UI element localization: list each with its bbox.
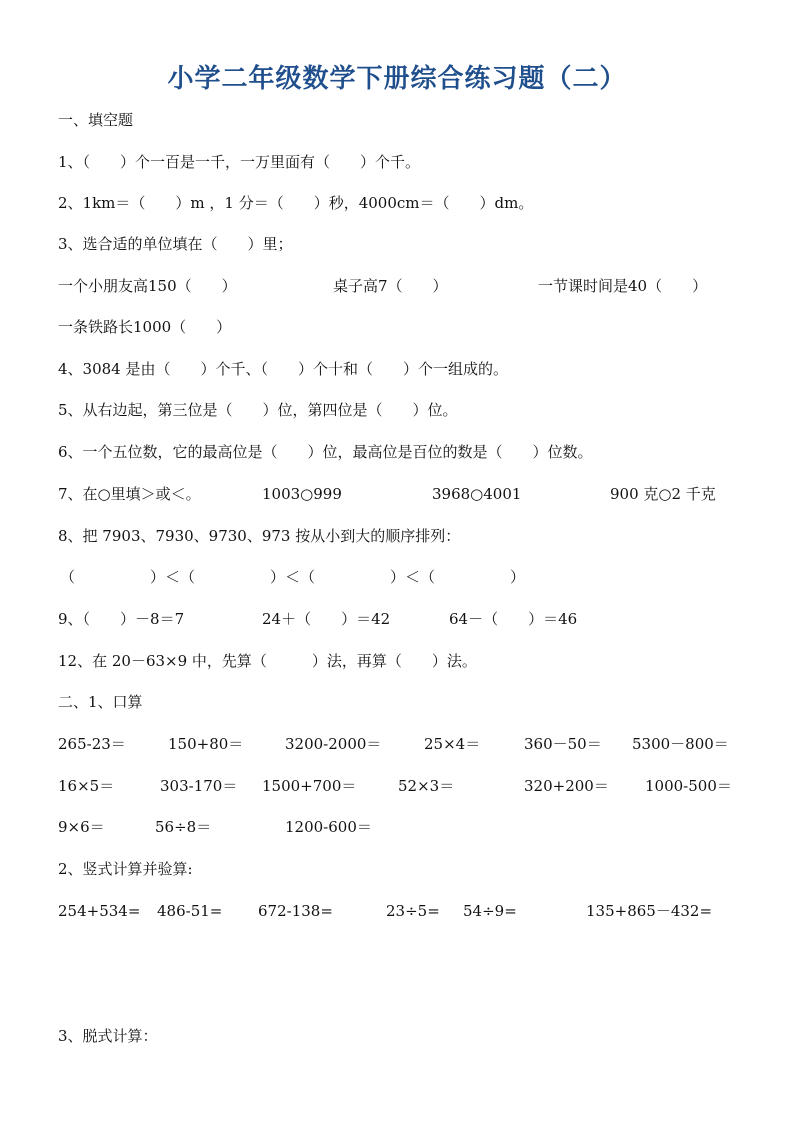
oral-item: 360－50＝ [524, 735, 602, 753]
q3-item-railway-length: 一条铁路长1000（ ） [58, 318, 232, 336]
question-3: 3、选合适的单位填在（ ）里； [58, 235, 293, 253]
vertical-item: 135+865－432= [586, 902, 713, 920]
vertical-item: 23÷5= [386, 902, 440, 920]
section1-heading: 一、填空题 [58, 111, 134, 129]
oral-item: 5300－800＝ [632, 735, 729, 753]
oral-item: 52×3＝ [398, 777, 455, 795]
oral-item: 320+200＝ [524, 777, 609, 795]
vertical-item: 486-51= [157, 902, 223, 920]
q3-item-class-time: 一节课时间是40（ ） [538, 277, 708, 295]
oral-item: 1200-600＝ [285, 818, 372, 836]
oral-item: 16×5＝ [58, 777, 115, 795]
q8-order-blanks: （ ）＜（ ）＜（ ）＜（ ） [60, 568, 526, 586]
question-1: 1、（ ）个一百是一千，一万里面有（ ）个千。 [58, 153, 421, 171]
question-2: 2、1km＝（ ）m ，1 分＝（ ）秒，4000cm＝（ ）dm。 [58, 194, 534, 212]
question-5: 5、从右边起，第三位是（ ）位，第四位是（ ）位。 [58, 401, 458, 419]
oral-item: 25×4＝ [424, 735, 481, 753]
question-7-prompt: 7、在○里填＞或＜。 [58, 485, 201, 503]
vertical-calc-heading: 2、竖式计算并验算: [58, 860, 193, 878]
question-12: 12、在 20－63×9 中，先算（ ）法，再算（ ）法。 [58, 652, 477, 670]
question-8: 8、把 7903、7930、9730、973 按从小到大的顺序排列： [58, 527, 461, 545]
q7-compare-3: 900 克○2 千克 [610, 485, 716, 503]
vertical-item: 672-138= [258, 902, 333, 920]
oral-item: 150+80＝ [168, 735, 244, 753]
q7-compare-2: 3968○4001 [432, 485, 522, 503]
oral-item: 1000-500＝ [645, 777, 732, 795]
oral-item: 265-23＝ [58, 735, 126, 753]
vertical-item: 54÷9= [463, 902, 517, 920]
q9-item-1: 9、（ ）－8＝7 [58, 610, 185, 628]
q3-item-child-height: 一个小朋友高150（ ） [58, 277, 237, 295]
q7-compare-1: 1003○999 [262, 485, 342, 503]
step-calc-heading: 3、脱式计算： [58, 1027, 158, 1045]
oral-item: 56÷8＝ [155, 818, 212, 836]
oral-item: 3200-2000＝ [285, 735, 382, 753]
vertical-item: 254+534= [58, 902, 141, 920]
oral-item: 1500+700＝ [262, 777, 357, 795]
question-4: 4、3084 是由（ ）个千、（ ）个十和（ ）个一组成的。 [58, 360, 508, 378]
q9-item-3: 64－（ ）＝46 [449, 610, 578, 628]
question-6: 6、一个五位数，它的最高位是（ ）位，最高位是百位的数是（ ）位数。 [58, 443, 593, 461]
q3-item-table-height: 桌子高7（ ） [333, 277, 448, 295]
q9-item-2: 24＋（ ）＝42 [262, 610, 391, 628]
oral-item: 303-170＝ [160, 777, 238, 795]
oral-item: 9×6＝ [58, 818, 105, 836]
section2-heading: 二、1、口算 [58, 693, 143, 711]
worksheet-title: 小学二年级数学下册综合练习题（二） [167, 64, 627, 94]
